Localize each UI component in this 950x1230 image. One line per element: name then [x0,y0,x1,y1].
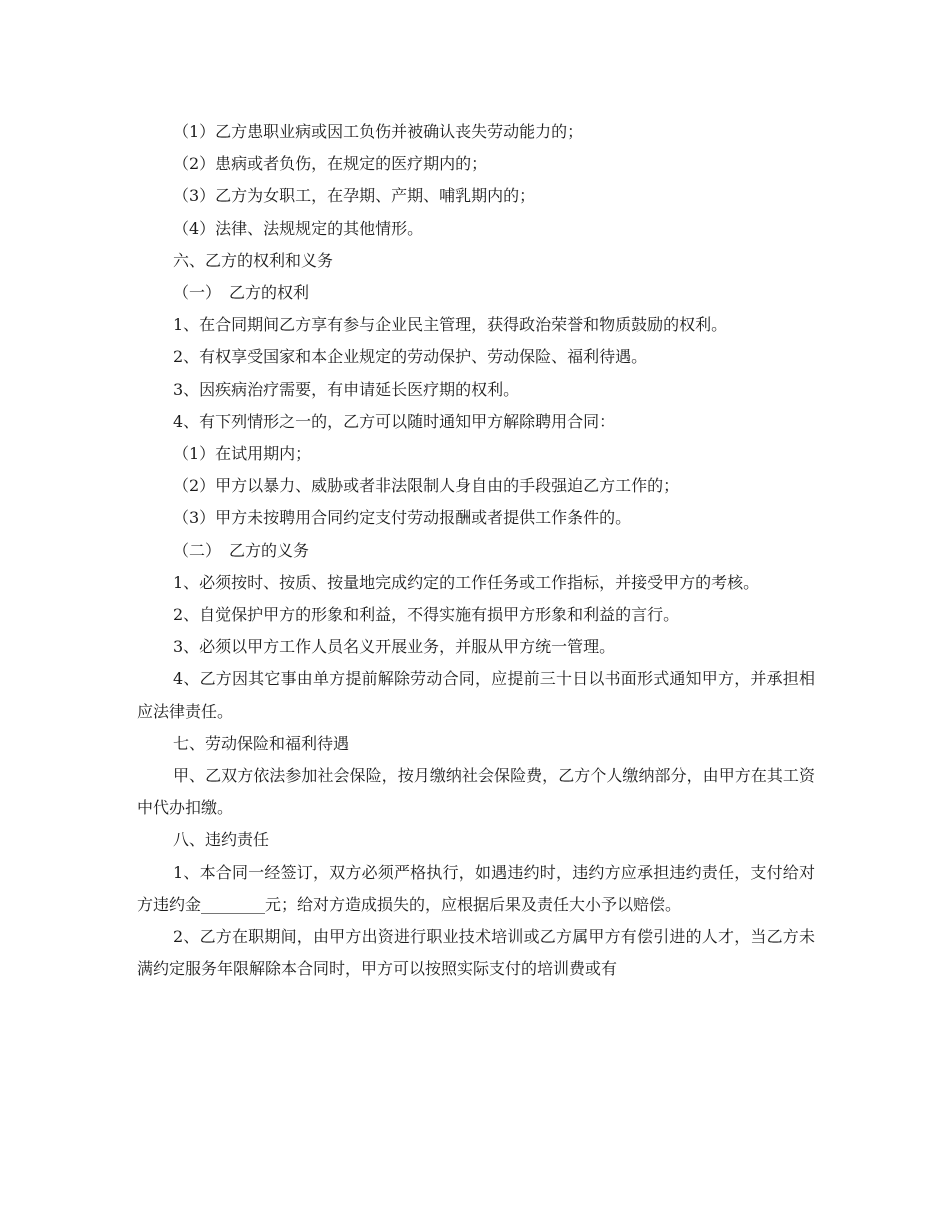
paragraph-right-4-item-1: （1）在试用期内； [173,444,312,464]
paragraph-right-1: 1、在合同期间乙方享有参与企业民主管理，获得政治荣誉和物质鼓励的权利。 [173,315,728,335]
section-heading-liability: 八、违约责任 [173,830,270,850]
paragraph-duty-1: 1、必须按时、按质、按量地完成约定的工作任务或工作指标，并接受甲方的考核。 [173,572,760,592]
paragraph-duty-4: 4、乙方因其它事由单方提前解除劳动合同，应提前三十日以书面形式通知甲方，并承担相应法律责任。 [137,669,815,721]
section-heading-insurance: 七、劳动保险和福利待遇 [173,733,350,753]
paragraph-liability-1: 1、本合同一经签订，双方必须严格执行，如遇违约时，违约方应承担违约责任，支付给对方违约金________元；给对方造成损失的，应根据后果及责任大小予以赔偿。 [137,862,815,914]
paragraph-duty-2: 2、自觉保护甲方的形象和利益，不得实施有损甲方形象和利益的言行。 [173,605,680,625]
paragraph-duty-3: 3、必须以甲方工作人员名义开展业务，并服从甲方统一管理。 [173,637,616,657]
paragraph-illness-clause-3: （3）乙方为女职工，在孕期、产期、哺乳期内的； [173,186,536,206]
paragraph-right-3: 3、因疾病治疗需要，有申请延长医疗期的权利。 [173,379,520,399]
paragraph-right-2: 2、有权享受国家和本企业规定的劳动保护、劳动保险、福利待遇。 [173,347,648,367]
paragraph-illness-clause-4: （4）法律、法规规定的其他情形。 [173,218,424,238]
paragraph-illness-clause-2: （2）患病或者负伤，在规定的医疗期内的； [173,154,488,174]
document-body [137,116,815,985]
subsection-heading-duties: （二） 乙方的义务 [173,540,310,560]
paragraph-illness-clause-1: （1）乙方患职业病或因工负伤并被确认丧失劳动能力的； [173,122,584,141]
subsection-heading-rights: （一） 乙方的权利 [173,283,310,303]
paragraph-right-4: 4、有下列情形之一的，乙方可以随时通知甲方解除聘用合同： [173,411,616,431]
paragraph-insurance: 甲、乙双方依法参加社会保险，按月缴纳社会保险费，乙方个人缴纳部分，由甲方在其工资中代办扣缴。 [137,766,815,818]
paragraph-liability-2: 2、乙方在职期间，由甲方出资进行职业技术培训或乙方属甲方有偿引进的人才，当乙方未满约定服务年限解除本合同时，甲方可以按照实际支付的培训费或有 [137,927,815,979]
section-heading-rights-duties: 六、乙方的权利和义务 [173,250,334,270]
paragraph-right-4-item-3: （3）甲方未按聘用合同约定支付劳动报酬或者提供工作条件的。 [173,508,632,528]
paragraph-right-4-item-2: （2）甲方以暴力、威胁或者非法限制人身自由的手段强迫乙方工作的； [173,476,680,496]
